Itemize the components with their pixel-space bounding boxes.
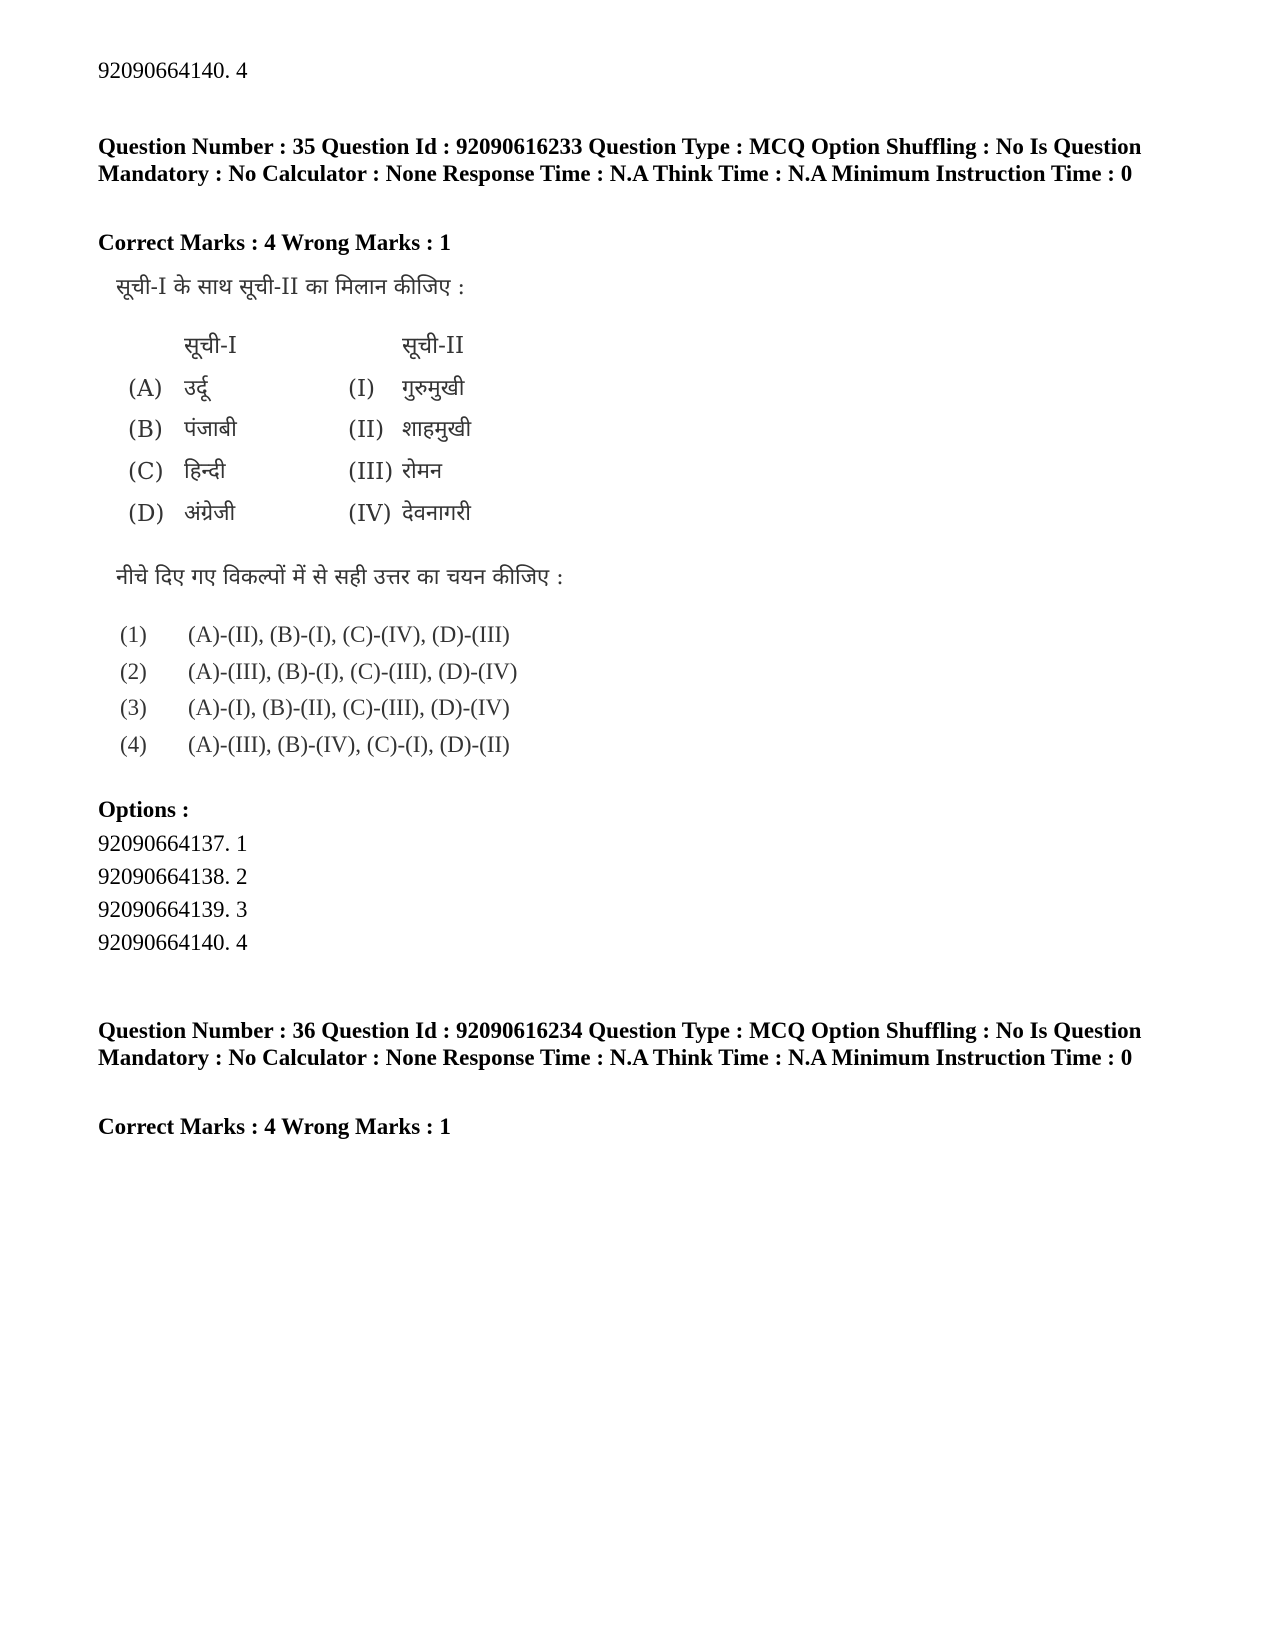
choice-number-2: (2) (120, 659, 147, 684)
list-1-value-c: हिन्दी (184, 459, 226, 484)
question-prompt: सूची-I के साथ सूची-II का मिलान कीजिए : (116, 275, 465, 300)
option-3: 92090664139. 3 (98, 897, 248, 922)
question-35-marks: Correct Marks : 4 Wrong Marks : 1 (98, 230, 451, 255)
option-1: 92090664137. 1 (98, 831, 248, 856)
list-1-label-b: (B) (128, 417, 163, 443)
list-2-header: सूची-II (402, 333, 465, 359)
list-1-label-d: (D) (128, 501, 165, 527)
option-4: 92090664140. 4 (98, 930, 248, 955)
list-1-value-a: उर्दू (184, 376, 208, 401)
question-36-meta: Question Number : 36 Question Id : 92090616234 Question Type : MCQ Option Shuffling : No Is Question Mandatory : No Calculator : None Response Time : N.A Think Time : N.A Minimum Instruction Time : 0 (98, 1018, 1142, 1070)
choice-number-1: (1) (120, 622, 147, 647)
list-2-label-iii: (III) (348, 459, 394, 485)
list-2-label-ii: (II) (348, 417, 385, 443)
list-2-label-iv: (IV) (348, 501, 392, 527)
list-2-value-iii: रोमन (402, 459, 443, 484)
list-2-value-ii: शाहमुखी (402, 417, 472, 442)
list-1-header: सूची-I (184, 333, 237, 359)
choice-text-4: (A)-(III), (B)-(IV), (C)-(I), (D)-(II) (188, 732, 510, 757)
question-35-image (100, 268, 580, 788)
choice-text-1: (A)-(II), (B)-(I), (C)-(IV), (D)-(III) (188, 622, 510, 647)
question-35-meta: Question Number : 35 Question Id : 92090616233 Question Type : MCQ Option Shuffling : No Is Question Mandatory : No Calculator : None Response Time : N.A Think Time : N.A Minimum Instruction Time : 0 (98, 134, 1142, 186)
list-1-value-b: पंजाबी (184, 417, 237, 442)
option-2: 92090664138. 2 (98, 864, 248, 889)
list-2-label-i: (I) (348, 376, 376, 402)
choice-number-3: (3) (120, 695, 147, 720)
options-heading: Options : (98, 797, 190, 822)
list-1-value-d: अंग्रेजी (184, 501, 236, 526)
choice-text-2: (A)-(III), (B)-(I), (C)-(III), (D)-(IV) (188, 659, 518, 684)
list-1-label-a: (A) (128, 376, 163, 402)
list-1-label-c: (C) (128, 459, 164, 485)
list-2-value-i: गुरुमुखी (402, 376, 465, 401)
question-instruction: नीचे दिए गए विकल्पों में से सही उत्तर का चयन कीजिए : (116, 565, 564, 590)
choice-text-3: (A)-(I), (B)-(II), (C)-(III), (D)-(IV) (188, 695, 510, 720)
list-2-value-iv: देवनागरी (402, 501, 471, 526)
choice-number-4: (4) (120, 732, 147, 757)
question-36-marks: Correct Marks : 4 Wrong Marks : 1 (98, 1114, 451, 1139)
previous-answer-line: 92090664140. 4 (98, 58, 248, 83)
